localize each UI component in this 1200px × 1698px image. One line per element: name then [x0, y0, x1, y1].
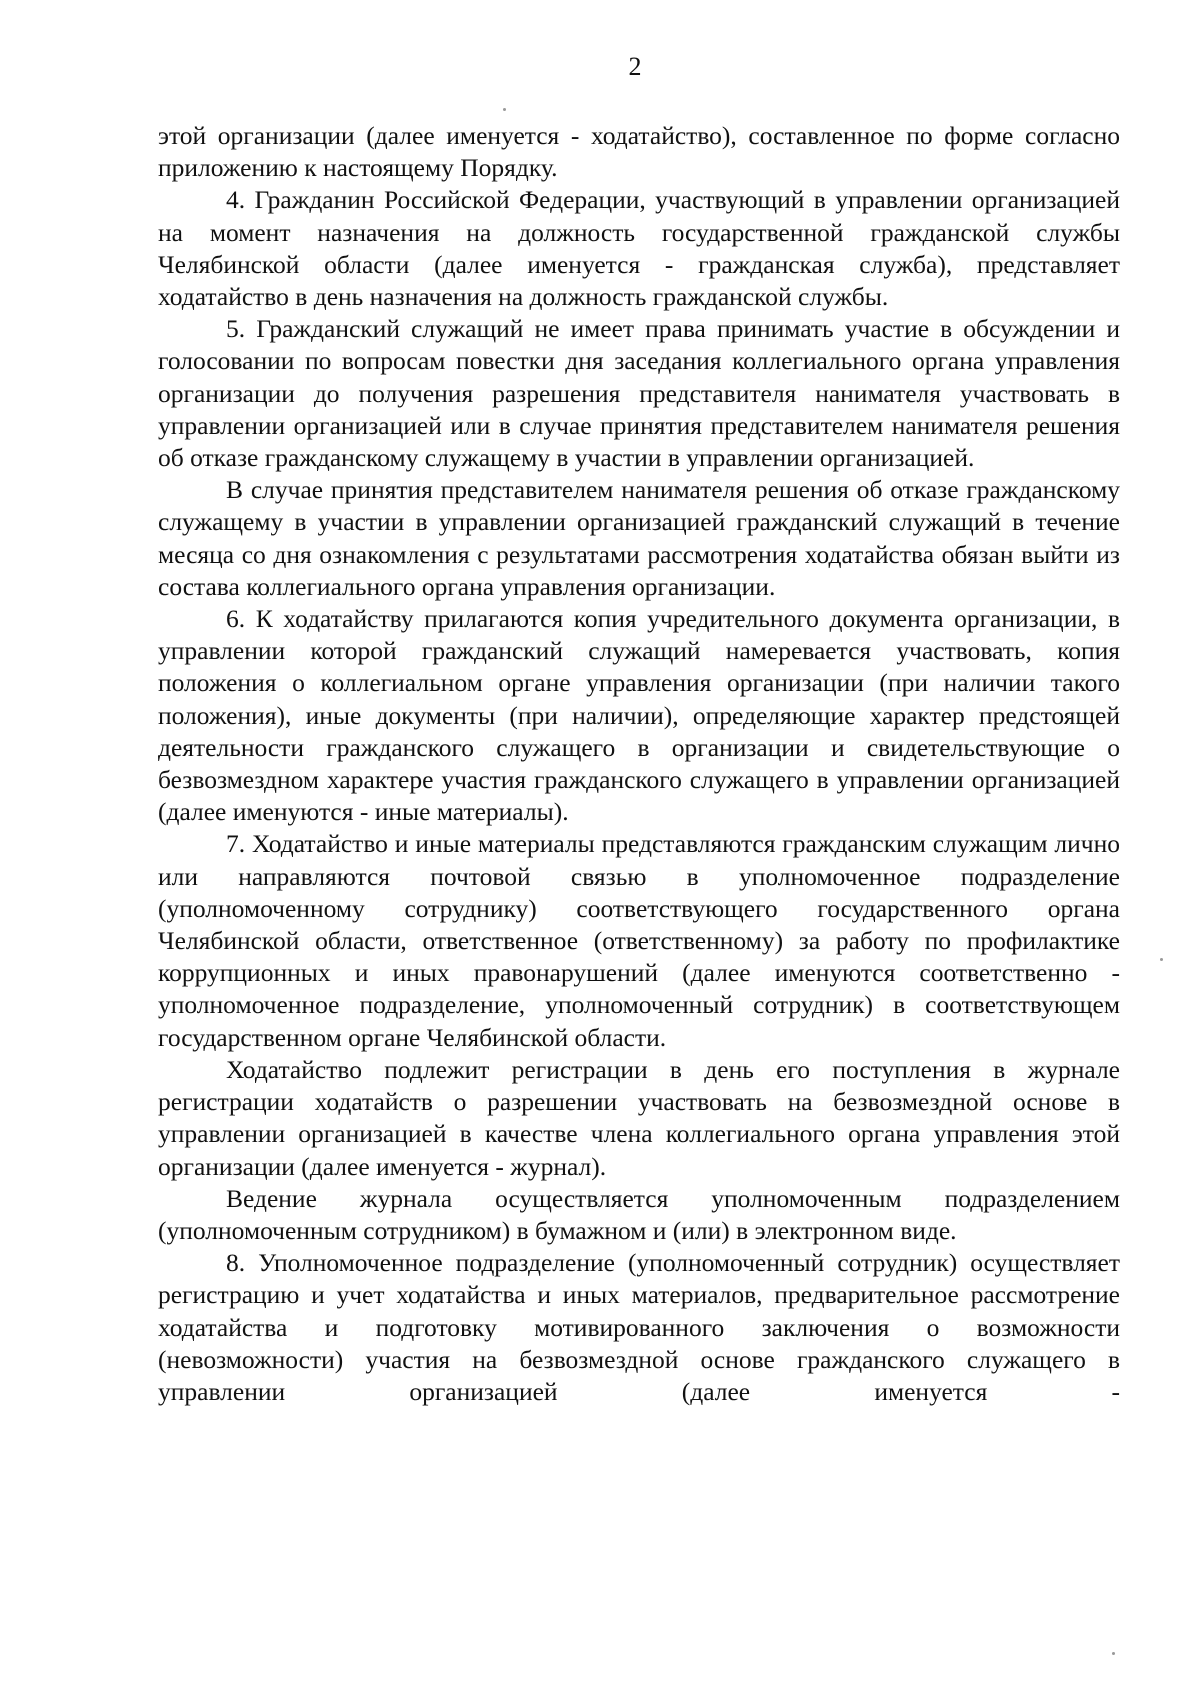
- document-body: [158, 120, 1120, 1408]
- paragraph-item-4: 4. Гражданин Российской Федерации, участвующий в управлении организацией на момент назначения на должность государственной гражданской службы Челябинской области (далее именуется - гражданская служба), представляет ходатайство в день назначения на должность гражданской службы.: [158, 185, 1120, 312]
- paragraph-item-7: 7. Ходатайство и иные материалы представляются гражданским служащим лично или направляются почтовой связью в уполномоченное подразделение (уполномоченному сотруднику) соответствующего государственного органа Челябинской области, ответственное (ответственному) за работу по профилактике коррупционных и иных правонарушений (далее именуются соответственно - уполномоченное подразделение, уполномоченный сотрудник) в соответствующем государственном органе Челябинской области.: [158, 829, 1120, 1052]
- scan-speck: [1160, 958, 1163, 961]
- paragraph-item-5: 5. Гражданский служащий не имеет права принимать участие в обсуждении и голосовании по вопросам повестки дня заседания коллегиального органа управления организации до получения разрешения представителя нанимателя участвовать в управлении организацией или в случае принятия представителем нанимателя решения об отказе гражданскому служащему в участии в управлении организацией.: [158, 314, 1120, 473]
- scan-speck: [503, 108, 506, 111]
- paragraph-item-7-registration: Ходатайство подлежит регистрации в день его поступления в журнале регистрации ходатайств о разрешении участвовать на безвозмездной основе в управлении организацией в качестве члена коллегиального органа управления этой организации (далее именуется - журнал).: [158, 1054, 1120, 1181]
- paragraph-item-5-refusal: В случае принятия представителем нанимателя решения об отказе гражданскому служащему в участии в управлении организацией гражданский служащий в течение месяца со дня ознакомления с результатами рассмотрения ходатайства обязан выйти из состава коллегиального органа управления организации.: [158, 475, 1120, 601]
- paragraph-item-6: 6. К ходатайству прилагаются копия учредительного документа организации, в управлении которой гражданский служащий намеревается участвовать, копия положения о коллегиальном органе управления организации (при наличии такого положения), иные документы (при наличии), определяющие характер предстоящей деятельности гражданского служащего в организации и свидетельствующие о безвозмездном характере участия гражданского служащего в управлении организацией (далее именуются - иные материалы).: [158, 604, 1120, 827]
- scan-speck: [1112, 1652, 1115, 1655]
- paragraph-continuation: этой организации (далее именуется - ходатайство), составленное по форме согласно приложению к настоящему Порядку.: [158, 121, 1120, 183]
- paragraph-item-7-journal: Ведение журнала осуществляется уполномоченным подразделением (уполномоченным сотрудником) в бумажном и (или) в электронном виде.: [158, 1183, 1120, 1245]
- paragraph-item-8: 8. Уполномоченное подразделение (уполномоченный сотрудник) осуществляет регистрацию и учет ходатайства и иных материалов, предварительное рассмотрение ходатайства и подготовку мотивированного заключения о возможности (невозможности) участия на безвозмездной основе гражданского служащего в управлении организацией (далее именуется -: [158, 1248, 1120, 1406]
- page-number: 2: [628, 52, 642, 81]
